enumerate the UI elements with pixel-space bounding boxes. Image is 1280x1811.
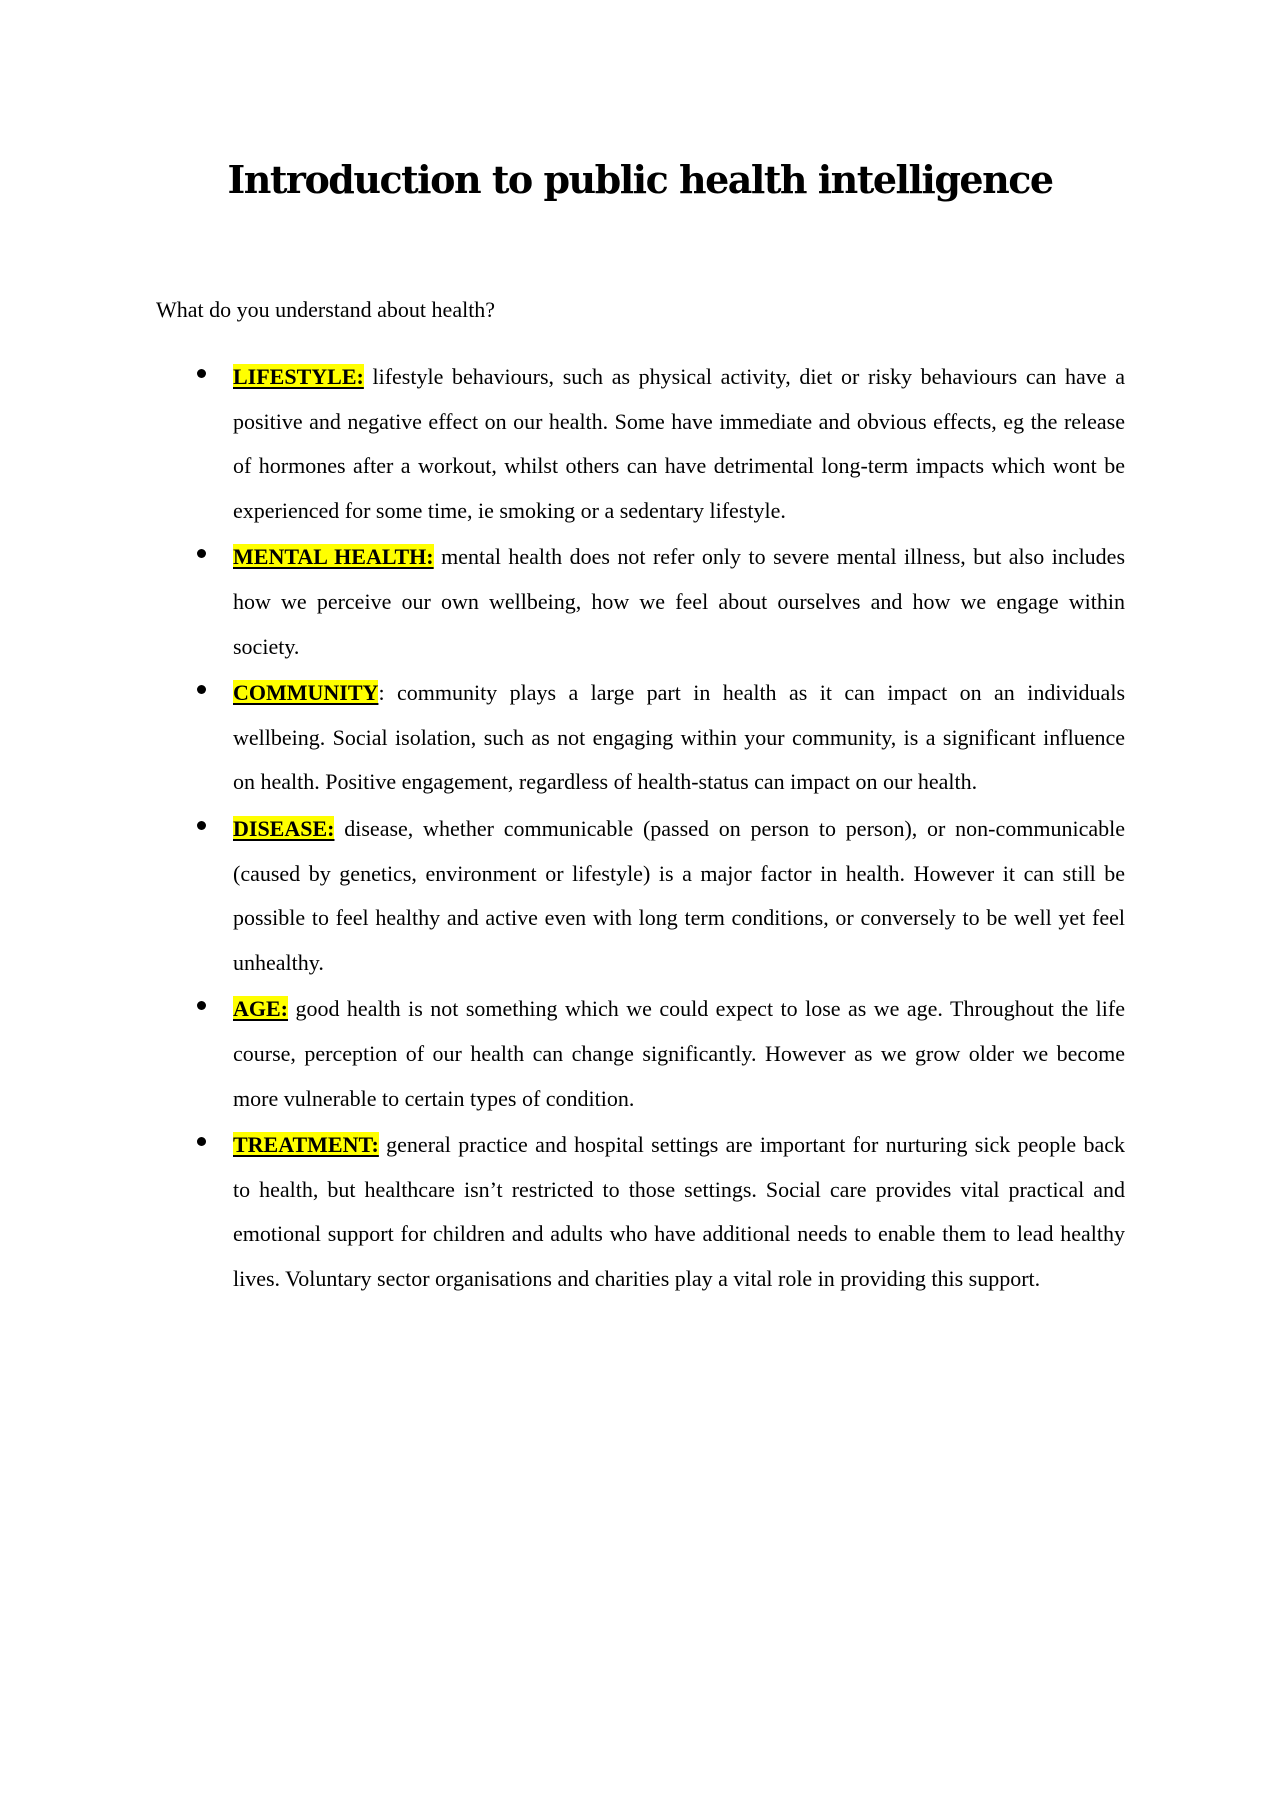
bullet-icon bbox=[197, 369, 206, 378]
item-description: disease, whether communicable (passed on person to person), or non-communicable (caused by genetics, environment or lifestyle) is a major factor in health. However it can still be possible to feel healthy and active even with long term conditions, or conversely to be well yet feel unhealthy. bbox=[233, 815, 1125, 975]
item-description: good health is not something which we could expect to lose as we age. Throughout the life course, perception of our health can change significantly. However as we grow older we become more vulnerable to certain types of condition. bbox=[233, 996, 1125, 1111]
list-item-text bbox=[233, 807, 1125, 985]
bullet-icon bbox=[197, 549, 206, 558]
list-item-text bbox=[233, 355, 1125, 533]
list-item-treatment bbox=[0, 1123, 1280, 1301]
item-description: mental health does not refer only to severe mental illness, but also includes how we perceive our own wellbeing, how we feel about ourselves and how we engage within society. bbox=[233, 544, 1126, 659]
health-factors-list bbox=[0, 355, 1280, 1303]
keyword-highlight: DISEASE: bbox=[233, 815, 335, 841]
intro-question: What do you understand about health? bbox=[156, 297, 496, 322]
list-item-disease bbox=[0, 807, 1280, 985]
list-item-lifestyle bbox=[0, 355, 1280, 533]
list-item-text bbox=[233, 987, 1125, 1121]
bullet-icon bbox=[197, 685, 206, 694]
list-item-text bbox=[233, 535, 1125, 669]
list-item-age bbox=[0, 987, 1280, 1121]
bullet-icon bbox=[197, 1137, 206, 1146]
list-item-text bbox=[233, 671, 1125, 805]
keyword-highlight: TREATMENT: bbox=[233, 1132, 379, 1158]
list-item-community bbox=[0, 671, 1280, 805]
item-description: lifestyle behaviours, such as physical activity, diet or risky behaviours can have a positive and negative effect on our health. Some have immediate and obvious effects, eg the release of hormones after a workout, whilst others can have detrimental long-term impacts which wont be experienced for some time, ie smoking or a sedentary lifestyle. bbox=[233, 364, 1125, 523]
item-description: general practice and hospital settings are important for nurturing sick people back to health, but healthcare isn’t restricted to those settings. Social care provides vital practical and emotional support for children and adults who have additional needs to enable them to lead healthy lives. Voluntary sector organisations and charities play a vital role in providing this support. bbox=[233, 1132, 1125, 1291]
keyword-highlight: MENTAL HEALTH: bbox=[233, 544, 434, 570]
bullet-icon bbox=[197, 821, 206, 830]
keyword-highlight: AGE: bbox=[233, 996, 288, 1022]
bullet-icon bbox=[197, 1001, 206, 1010]
keyword-highlight: LIFESTYLE: bbox=[233, 364, 364, 389]
list-item-text bbox=[233, 1123, 1125, 1301]
page-title: Introduction to public health intelligence bbox=[227, 157, 1053, 202]
item-description: : community plays a large part in health as it can impact on an individuals wellbeing. Social isolation, such as not engaging within your community, is a significant influence on health. Positive engagement, regardless of health-status can impact on our health. bbox=[233, 680, 1125, 795]
list-item-mental-health bbox=[0, 535, 1280, 669]
keyword-highlight: COMMUNITY bbox=[233, 680, 379, 706]
